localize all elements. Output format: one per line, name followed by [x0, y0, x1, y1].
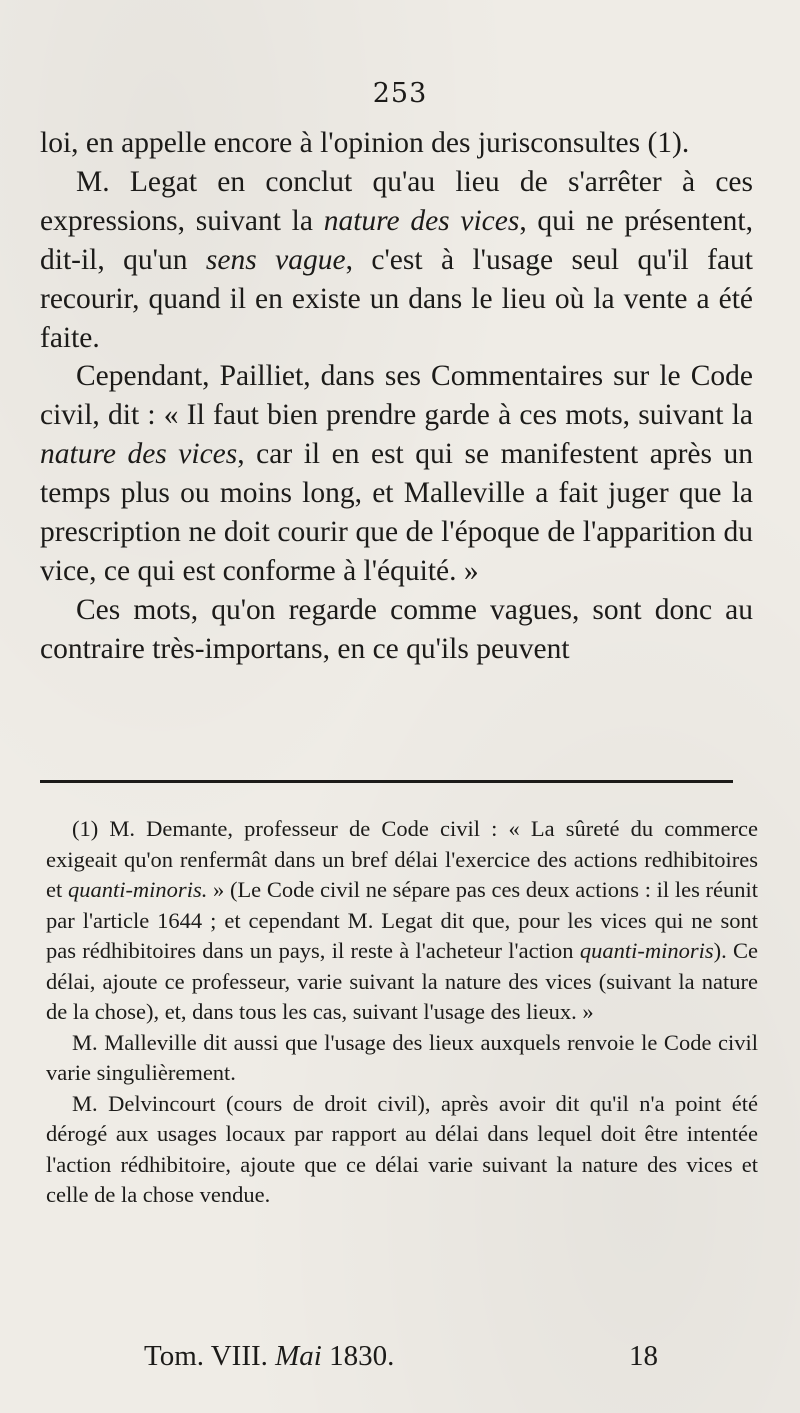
- printer-signature-mark: 18: [629, 1340, 658, 1372]
- paragraph-3-text-b: , car il en est qui se manifestent après un temps plus ou moins long, et Malleville a fait juger que la prescription ne doit courir que de l'époque de l'apparition du vice, ce qui est conforme à l'équité. »: [40, 438, 753, 587]
- footnote-1: [46, 814, 758, 1028]
- footnote-1-text-b: » (Le Code civil ne sépare pas ces deux actions : il les réunit par l'article 1644 ; et cependant M. Legat dit que, pour les vices qui ne sont pas rédhibitoires dans un pays, il reste à l'acheteur l'action: [46, 877, 758, 963]
- italic-nature-des-vices: nature des vices: [323, 204, 520, 237]
- paragraph-legat: [40, 163, 753, 358]
- footnote-2-text: M. Malleville dit aussi que l'usage des lieux auxquels renvoie le Code civil varie singulièrement.: [46, 1029, 758, 1085]
- italic-sens-vague: sens vague: [205, 243, 346, 276]
- paragraph-2-text-c: , c'est à l'usage seul qu'il faut recourir, quand il en existe un dans le lieu où la vente a été faite.: [40, 243, 753, 354]
- issue-month: Mai: [275, 1340, 322, 1372]
- main-text-body: [40, 124, 753, 669]
- paragraph-ces-mots: [40, 591, 753, 669]
- italic-quanti-minoris-2: quanti-minoris: [579, 938, 714, 963]
- paragraph-4-text: Ces mots, qu'on regarde comme vagues, sont donc au contraire très-importans, en ce qu'ils peuvent: [40, 593, 753, 665]
- footnotes: [46, 814, 758, 1211]
- italic-quanti-minoris: quanti-minoris.: [67, 877, 208, 902]
- italic-nature-des-vices-2: nature des vices: [40, 438, 238, 471]
- footnote-separator-rule: [40, 780, 733, 783]
- paragraph-continuation: [40, 124, 753, 163]
- running-footer: [144, 1338, 658, 1374]
- volume-line: [144, 1338, 394, 1374]
- paragraph-2-text-b: , qui ne présentent, dit-il, qu'un: [40, 204, 753, 276]
- page-number: 253: [372, 78, 428, 109]
- paragraph-pailliet: [40, 357, 753, 590]
- footnote-1-text-c: ). Ce délai, ajoute ce professeur, varie suivant la nature des vices (suivant la nature de la chose), et, dans tous les cas, suivant l'usage des lieux. »: [46, 938, 758, 1024]
- footnote-malleville: [46, 1028, 758, 1089]
- volume-number: Tom. VIII.: [144, 1340, 268, 1372]
- paragraph-1-text: loi, en appelle encore à l'opinion des jurisconsultes (1).: [40, 127, 690, 159]
- paragraph-2-text-a: M. Legat en conclut qu'au lieu de s'arrêter à ces expressions, suivant la: [40, 165, 753, 237]
- footnote-1-text-a: (1) M. Demante, professeur de Code civil : « La sûreté du commerce exigeait qu'on renfermât dans un bref délai l'exercice des actions redhibitoires et: [46, 816, 758, 902]
- footnote-3-text: M. Delvincourt (cours de droit civil), après avoir dit qu'il n'a point été dérogé aux usages locaux par rapport au délai dans lequel doit être intentée l'action rédhibitoire, ajoute que ce délai varie suivant la nature des vices et celle de la chose vendue.: [46, 1090, 758, 1207]
- footnote-delvincourt: [46, 1089, 758, 1211]
- issue-year: 1830.: [329, 1340, 395, 1372]
- paragraph-3-text-a: Cependant, Pailliet, dans ses Commentaires sur le Code civil, dit : « Il faut bien prendre garde à ces mots, suivant la: [40, 360, 753, 432]
